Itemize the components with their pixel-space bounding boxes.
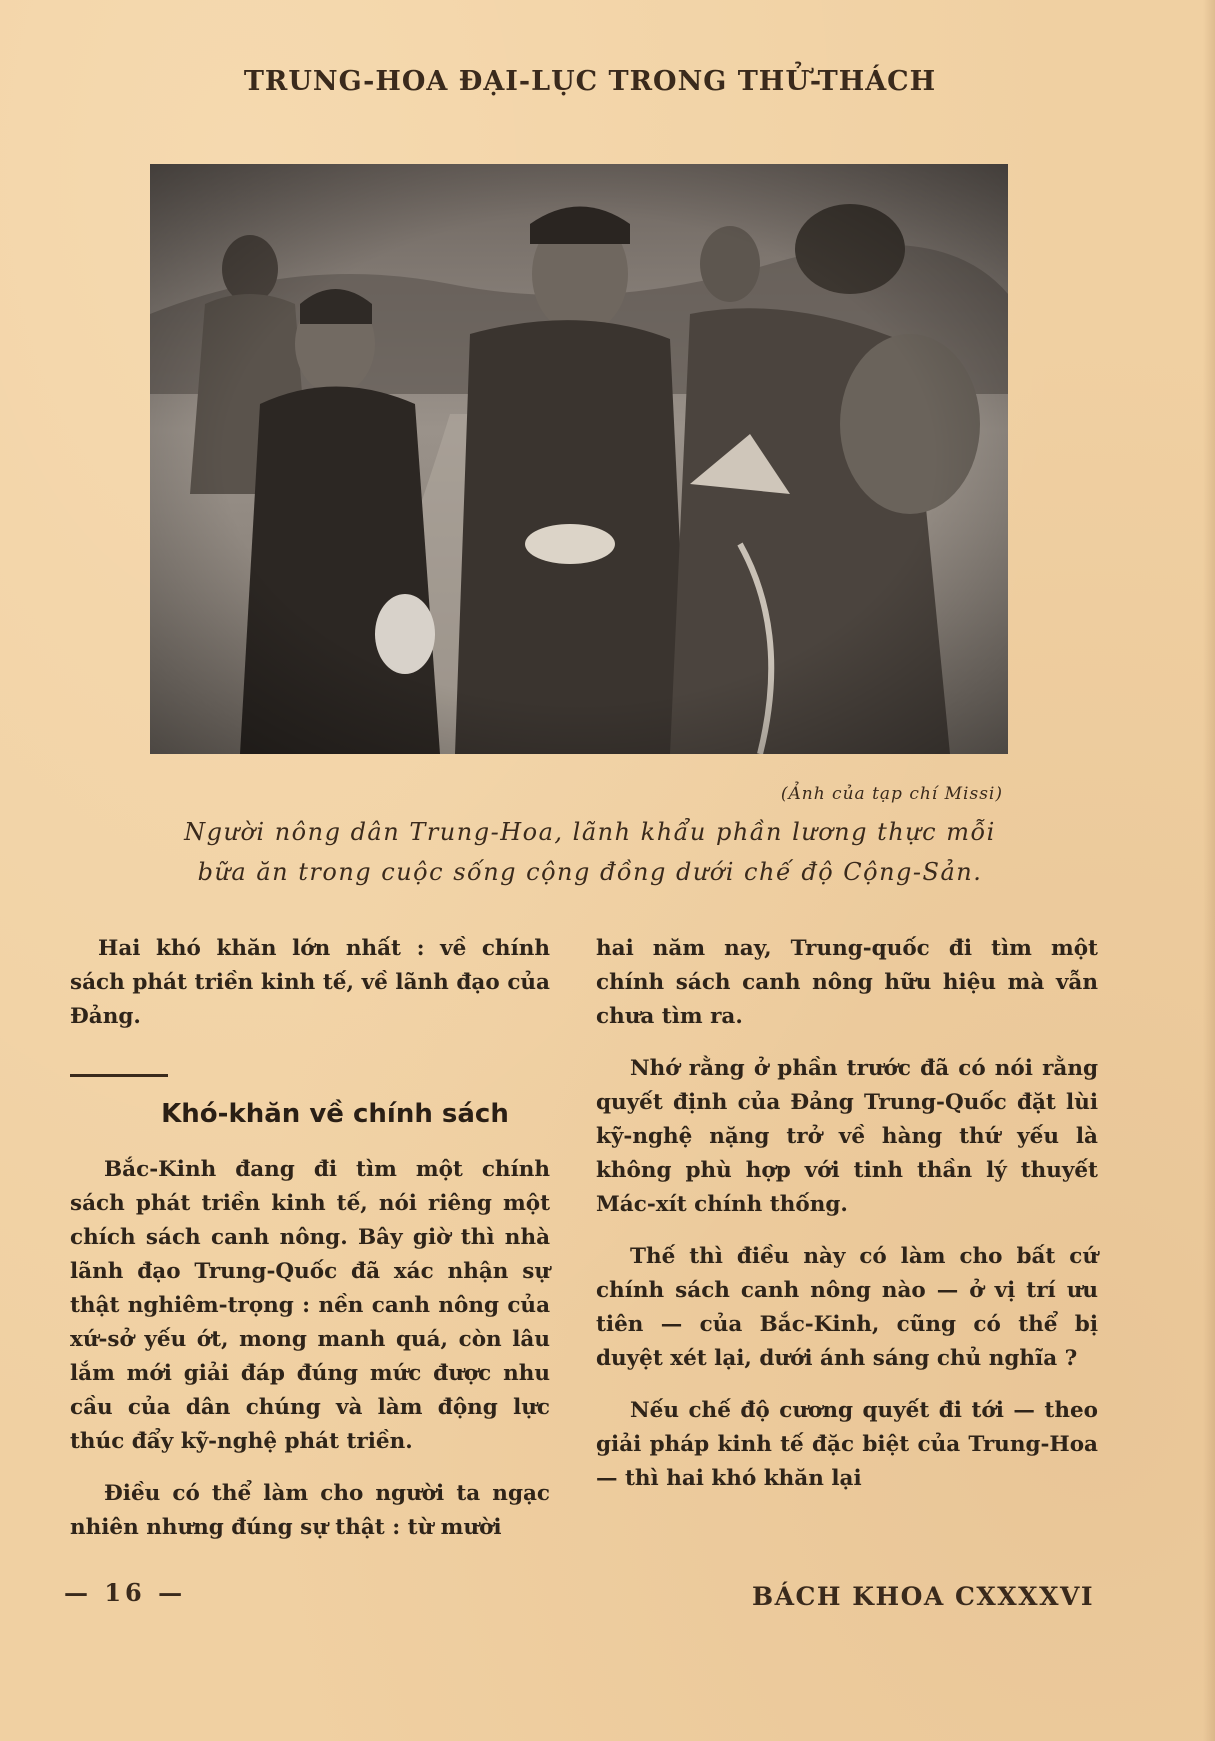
right-column: [596, 932, 1098, 1514]
running-head: TRUNG-HOA ĐẠI-LỤC TRONG THỬ-THÁCH: [243, 66, 937, 97]
page-fold-shadow: [1203, 0, 1215, 1741]
right-para-4: Nếu chế độ cương quyết đi tới — theo giải pháp kinh tế đặc biệt của Trung-Hoa — thì hai khó khăn lại: [596, 1398, 1098, 1491]
photo-caption: Người nông dân Trung-Hoa, lãnh khẩu phần lương thực mỗi bữa ăn trong cuộc sống cộng đồng dưới chế độ Cộng-Sản.: [184, 818, 996, 886]
photo-credit: (Ảnh của tạp chí Missi): [780, 784, 1003, 804]
section-heading: Khó-khăn về chính sách: [161, 1099, 509, 1129]
left-column: [70, 932, 550, 1563]
magazine-name: BÁCH KHOA CXXXXVI: [752, 1582, 1095, 1611]
left-para-1: Hai khó khăn lớn nhất : về chính sách phát triền kinh tế, về lãnh đạo của Đảng.: [70, 936, 550, 1029]
photo-farmers-illustration: [150, 164, 1008, 754]
article-photo: [150, 164, 1008, 754]
section-rule: [70, 1074, 168, 1077]
page-number: — 16 —: [64, 1578, 187, 1607]
left-para-3: Điều có thể làm cho người ta ngạc nhiên nhưng đúng sự thật : từ mười: [70, 1481, 550, 1540]
left-para-2: Bắc-Kinh đang đi tìm một chính sách phát triền kinh tế, nói riêng một chích sách canh nông. Bây giờ thì nhà lãnh đạo Trung-Quốc đã xác nhận sự thật nghiêm-trọng : nền canh nông của xứ-sở yếu ớt, mong manh quá, còn lâu lắm mới giải đáp đúng mức được nhu cầu của dân chúng và làm động lực thúc đẩy kỹ-nghệ phát triền.: [70, 1157, 550, 1454]
right-para-2: Nhớ rằng ở phần trước đã có nói rằng quyết định của Đảng Trung-Quốc đặt lùi kỹ-nghệ nặng trở về hàng thứ yếu là không phù hợp với tinh thần lý thuyết Mác-xít chính thống.: [596, 1056, 1098, 1217]
right-para-1: hai năm nay, Trung-quốc đi tìm một chính sách canh nông hữu hiệu mà vẫn chưa tìm ra.: [596, 936, 1098, 1029]
right-para-3: Thế thì điều này có làm cho bất cứ chính sách canh nông nào — ở vị trí ưu tiên — của Bắc-Kinh, cũng có thể bị duyệt xét lại, dưới ánh sáng chủ nghĩa ?: [596, 1244, 1098, 1371]
